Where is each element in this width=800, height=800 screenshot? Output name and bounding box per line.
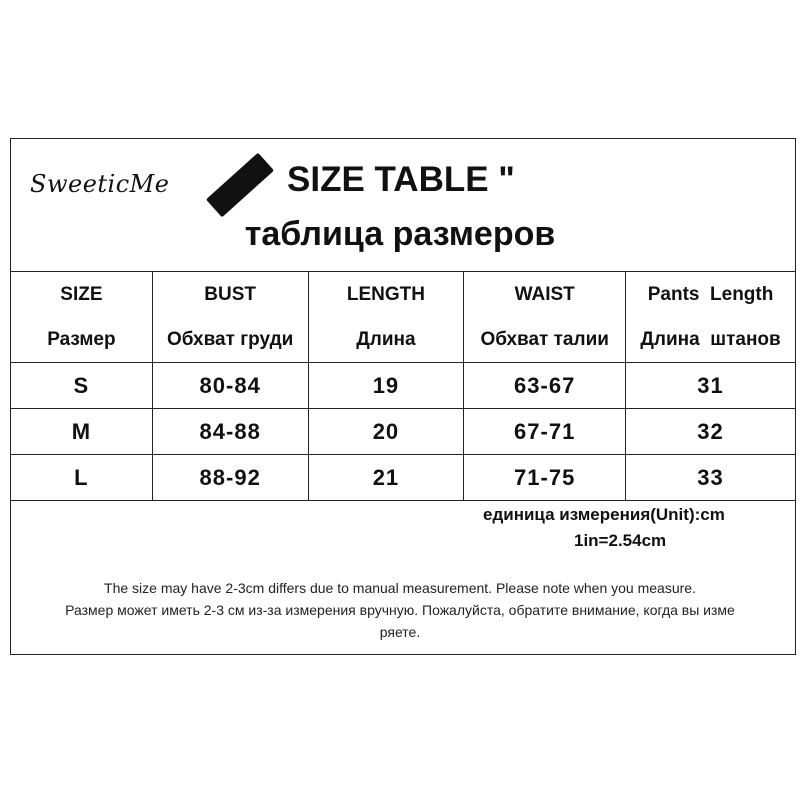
header-size-en: SIZE	[60, 284, 103, 305]
header-waist-en: WAIST	[514, 284, 575, 305]
table-cell: 19	[308, 363, 464, 409]
header-pants-length-ru: Длина штанов	[640, 329, 781, 350]
table-row	[11, 363, 796, 409]
disclaimer-en: The size may have 2-3cm differs due to manual measurement. Please note when you measure.	[104, 580, 696, 596]
brand-logo: SweeticMe	[30, 170, 170, 198]
header-length-ru: Длина	[356, 329, 416, 350]
header-pants-length-en: Pants Length	[647, 284, 774, 305]
table-cell: 88-92	[152, 455, 308, 501]
header-waist-ru: Обхват талии	[480, 329, 609, 350]
disclaimer-ru-line1: Размер может иметь 2-3 см из-за измерения вручную. Пожалуйста, обратите внимание, когда вы изме	[65, 602, 735, 618]
header-waist	[464, 272, 626, 363]
header-bust-en: BUST	[204, 284, 257, 305]
table-cell: 31	[626, 363, 796, 409]
table-header-row	[11, 272, 796, 363]
header-bust	[152, 272, 308, 363]
inch-conversion-note: 1in=2.54cm	[574, 531, 667, 550]
disclaimer-ru-line2: ряете.	[379, 624, 421, 640]
table-cell: M	[11, 409, 153, 455]
header-size	[11, 272, 153, 363]
table-row	[11, 409, 796, 455]
header-length	[308, 272, 464, 363]
header-bust-ru: Обхват груди	[167, 329, 294, 350]
table-cell: 67-71	[464, 409, 626, 455]
table-cell: 80-84	[152, 363, 308, 409]
size-table	[10, 271, 796, 501]
header-size-ru: Размер	[47, 329, 116, 350]
table-cell: 63-67	[464, 363, 626, 409]
table-row	[11, 455, 796, 501]
table-cell: S	[11, 363, 153, 409]
table-cell: 32	[626, 409, 796, 455]
table-cell: 71-75	[464, 455, 626, 501]
table-cell: 84-88	[152, 409, 308, 455]
table-cell: 20	[308, 409, 464, 455]
table-cell: 21	[308, 455, 464, 501]
page-title: SIZE TABLE "	[287, 160, 515, 199]
page-subtitle: таблица размеров	[244, 215, 556, 253]
disclaimer	[0, 577, 800, 643]
header-length-en: LENGTH	[346, 284, 425, 305]
table-cell: L	[11, 455, 153, 501]
header-pants-length	[626, 272, 796, 363]
table-cell: 33	[626, 455, 796, 501]
unit-note: единица измерения(Unit):cm	[483, 505, 725, 524]
